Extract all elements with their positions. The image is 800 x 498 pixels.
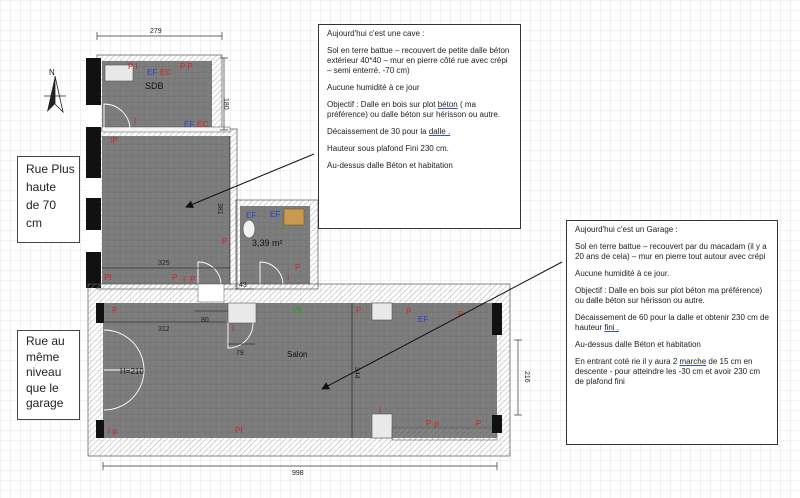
marker-i: I <box>134 117 137 126</box>
marker-p: P <box>356 306 362 315</box>
marker-p: P <box>476 419 482 428</box>
side-line: de 70 <box>26 198 57 212</box>
underlined-span: fini . <box>604 323 620 332</box>
marker-i: I <box>232 324 235 333</box>
underlined-span: béton <box>437 100 458 109</box>
cave-note-p6: Au-dessus dalle Béton et habitation <box>327 161 453 170</box>
side-line: Rue au <box>26 334 65 348</box>
marker-p: P <box>406 307 412 316</box>
text-span: ( ma préférence) ou dalle béton sur hérisson ou autre. <box>327 100 500 119</box>
cave-note-p4 <box>327 127 512 137</box>
cave-note-p2: Aucune humidité à ce jour <box>327 83 420 92</box>
marker-p: P <box>434 421 440 430</box>
garage-note-p2: Aucune humidité à ce jour. <box>575 269 670 278</box>
garage-note-p3: Objectif : Dalle en bois sur plot béton ma préférence) ou dalle béton sur hérisson ou autre. <box>575 286 763 305</box>
salon-room <box>103 303 497 440</box>
cave-note-p3 <box>327 100 512 120</box>
garage-note-p6 <box>575 357 769 387</box>
marker-p: P <box>190 275 196 284</box>
underlined-span: marche <box>679 357 707 366</box>
dim-312: 312 <box>158 326 170 333</box>
marker-ip: IP <box>110 136 118 145</box>
door-height-label: H=210 <box>120 367 144 376</box>
marker-ef: EF <box>418 315 429 324</box>
dim-279: 279 <box>150 28 162 35</box>
garage-note-title: Aujourd'hui c'est un Garage : <box>575 225 678 234</box>
salon-label: Salon <box>287 350 308 359</box>
marker-ef: EF <box>184 120 195 129</box>
marker-p: P <box>426 419 432 428</box>
dim-381: 381 <box>216 203 223 215</box>
marker-pi: P I <box>128 62 138 71</box>
dim-79: 79 <box>236 350 244 357</box>
sink-shape <box>284 209 304 225</box>
marker-ec: EC <box>197 120 209 129</box>
garage-note-p4 <box>575 313 769 333</box>
rue-meme-niveau-label <box>17 330 80 420</box>
text-span: Décaissement de 60 pour la dalle et obtenir 230 cm de hauteur <box>575 313 769 332</box>
toilet-shape <box>243 220 255 238</box>
dim-325: 325 <box>158 260 170 267</box>
text-span: En entrant coté rie il y aura 2 <box>575 357 680 366</box>
cave-note-title: Aujourd'hui c'est une cave : <box>327 29 425 38</box>
upper-street-wall <box>86 58 101 288</box>
sdb-partition <box>102 127 230 132</box>
dim-180: 180 <box>222 98 229 110</box>
marker-p: P <box>222 237 228 246</box>
text-span: de 15 cm en descente - pour atteindre les -30 cm et avoir 230 cm de plafond fini <box>575 357 760 386</box>
marker-ef: EF <box>147 68 158 77</box>
marker-i: I <box>287 273 290 282</box>
garage-note-p5: Au-dessus dalle Béton et habitation <box>575 340 701 349</box>
underlined-span: dalle . <box>428 127 451 136</box>
marker-i: I <box>379 406 382 415</box>
garage-note <box>566 220 778 445</box>
side-line: haute <box>26 180 57 194</box>
marker-pp: P P <box>180 62 193 71</box>
side-line: même <box>26 349 60 364</box>
garage-note-p1: Sol en terre battue – recouvert par du macadam (il y a 20 ans de cela) – mur en pierre tout autour avec crépi <box>575 242 767 261</box>
marker-ec: EC <box>160 68 172 77</box>
marker-va: VA <box>292 306 303 315</box>
side-line: garage <box>26 396 64 411</box>
compass-letter: N <box>49 68 55 77</box>
dim-43: 43 <box>239 282 247 289</box>
marker-p: P <box>295 263 301 272</box>
text-span: Objectif : Dalle en bois sur plot <box>327 100 438 109</box>
wc-area-label: 3,39 m² <box>252 238 283 248</box>
dim-216: 216 <box>523 371 530 383</box>
marker-pi: PI <box>104 273 112 282</box>
cave-note-p1: Sol en terre battue – recouvert de petite dalle béton extérieur 40*40 – mur en pierre côté rue avec crépi – semi enterré. -70 cm) <box>327 46 510 75</box>
side-line: niveau <box>26 365 62 380</box>
cave-note <box>318 24 521 229</box>
cave-note-p5: Hauteur sous plafond Fini 230 cm. <box>327 144 449 153</box>
dim-80: 80 <box>201 317 209 324</box>
side-line: que le <box>26 380 59 395</box>
side-line: Rue Plus <box>26 162 75 176</box>
text-span: Décaissement de 30 pour la <box>327 127 429 136</box>
marker-p: P <box>458 310 464 319</box>
marker-ef: EF <box>246 211 257 220</box>
sdb-label: SDB <box>145 81 164 91</box>
marker-p: P <box>172 273 178 282</box>
marker-ef: EF <box>270 210 281 219</box>
marker-i: I <box>183 275 186 284</box>
dim-344: 344 <box>353 367 360 379</box>
rue-plus-haute-label <box>17 156 80 243</box>
side-line: cm <box>26 216 42 230</box>
marker-ip: I p <box>108 427 117 436</box>
dim-998: 998 <box>292 470 304 477</box>
marker-pi: PI <box>235 426 243 435</box>
marker-p: P <box>112 306 118 315</box>
